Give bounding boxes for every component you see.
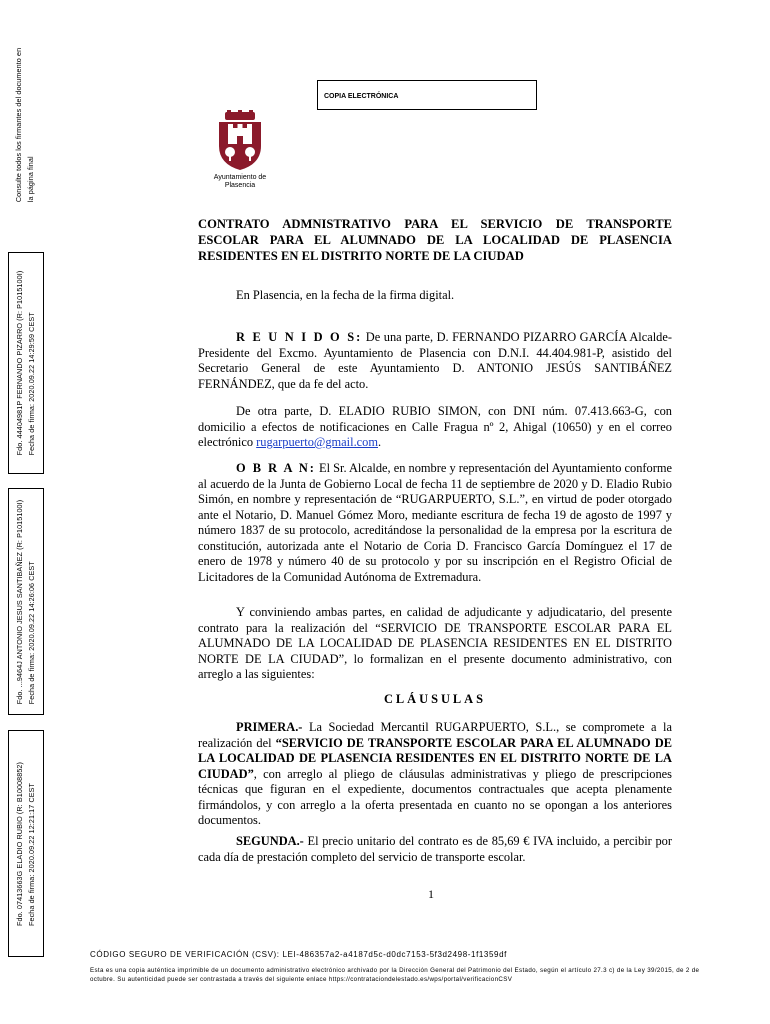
signature-3-date: Fecha de firma: 2020.09.22 12:21:17 CEST xyxy=(27,782,36,926)
clausulas-heading: CLÁUSULAS xyxy=(383,692,487,706)
reunidos-heading: R E U N I D O S: xyxy=(236,330,363,344)
primera-paragraph xyxy=(198,720,672,829)
csv-code: CÓDIGO SEGURO DE VERIFICACIÓN (CSV): LEI-486357a2-a4187d5c-d0dc7153-5f3d2498-1f1359df xyxy=(90,950,507,959)
page-number: 1 xyxy=(428,887,434,901)
logo-text-line2: Plasencia xyxy=(224,182,256,189)
authenticity-note: Esta es una copia auténtica imprimible de un documento administrativo electrónico archivado por la Dirección General del Patrimonio del Estado, según el artículo 27.3 c) de la Ley 39/2015, de 2 de octubre. Su autenticidad puede ser contrastada a través del siguiente enlace https://contrataciondelestado.es/wps/portal/verificacionCSV xyxy=(90,967,700,983)
margin-signature-1 xyxy=(8,252,44,474)
margin-signature-2 xyxy=(8,488,44,715)
signature-2-name: Fdo. ...9464J ANTONIO JESUS SANTIBAÑEZ (R: P1015100I) xyxy=(15,499,24,704)
signature-3-name: Fdo. 07413663G ELADIO RUBIO (R: B10008852) xyxy=(15,761,24,926)
margin-signature-3 xyxy=(8,730,44,957)
primera-service-name: “SERVICIO DE TRANSPORTE ESCOLAR PARA EL ALUMNADO DE LA LOCALIDAD DE PLASENCIA RESIDENTES EN EL DISTRITO NORTE DE LA CIUDAD” xyxy=(198,735,672,781)
segunda-heading: SEGUNDA.- xyxy=(236,834,304,848)
email-link[interactable]: rugarpuerto@gmail.com xyxy=(256,435,378,449)
primera-text-1: La Sociedad Mercantil RUGARPUERTO, S.L., se compromete a la realización del xyxy=(198,720,672,750)
city-logo xyxy=(200,110,280,200)
primera-heading: PRIMERA.- xyxy=(236,720,303,734)
copy-electronic-label: COPIA ELECTRÓNICA xyxy=(317,80,537,110)
place-date: En Plasencia, en la fecha de la firma digital. xyxy=(236,288,455,302)
otra-parte-paragraph xyxy=(198,404,672,451)
conviniendo-paragraph: Y conviniendo ambas partes, en calidad de adjudicante y adjudicatario, del presente contrato para la realización del “SERVICIO DE TRANSPORTE ESCOLAR PARA EL ALUMNADO DE LA LOCALIDAD DE PLASENCIA RESIDENTES EN EL DISTRITO NORTE DE LA CIUDAD”, lo formalizan en el presente documento administrativo, con arreglo a las siguientes: xyxy=(198,605,672,681)
reunidos-text: De una parte, D. FERNANDO PIZARRO GARCÍA Alcalde-Presidente del Excmo. Ayuntamiento de Plasencia con D.N.I. 44.404.981-P, asistido del Secretario General de este Ayuntamiento D. ANTONIO JESÚS SANTIBÁÑEZ FERNÁNDEZ, que da fe del acto. xyxy=(198,330,672,391)
crest-icon xyxy=(213,110,267,172)
margin-consult-line: Consulte todos los firmantes del documento en xyxy=(14,47,23,203)
otra-parte-end: . xyxy=(378,435,382,449)
obran-paragraph xyxy=(198,461,672,585)
contract-title: CONTRATO ADMNISTRATIVO PARA EL SERVICIO DE TRANSPORTE ESCOLAR PARA EL ALUMNADO DE LA LOCALIDAD DE PLASENCIA RESIDENTES EN EL DISTRITO NORTE DE LA CIUDAD xyxy=(198,217,672,263)
logo-text-line1: Ayuntamiento de xyxy=(213,174,267,181)
signature-1-date: Fecha de firma: 2020.09.22 14:29:59 CEST xyxy=(27,312,36,456)
segunda-text: El precio unitario del contrato es de 85,69 € IVA incluido, a percibir por cada día de prestación completo del servicio de transporte escolar. xyxy=(198,834,672,864)
signature-2-date: Fecha de firma: 2020.09.22 14:26:06 CEST xyxy=(27,560,36,704)
signature-1-name: Fdo. 44404981P FERNANDO PIZARRO (R: P1015100I) xyxy=(15,270,24,456)
margin-consult-line: la página final xyxy=(26,156,35,203)
obran-heading: O B R A N: xyxy=(236,461,316,475)
otra-parte-text: De otra parte, D. ELADIO RUBIO SIMON, con DNI núm. 07.413.663-G, con domicilio a efectos de notificaciones en Calle Fragua nº 2, Ahigal (10650) y en el correo electrónico xyxy=(198,404,672,449)
segunda-paragraph xyxy=(198,834,672,865)
primera-text-2: , con arreglo al pliego de cláusulas administrativas y pliego de prescripciones técnicas que figuran en el expediente, documentos contractuales que acepta plenamente firmándolos, y con arreglo a la oferta presentada en cuanto no se opongan a los anteriores documentos. xyxy=(198,766,672,827)
margin-consult-note xyxy=(8,30,42,220)
reunidos-paragraph xyxy=(198,330,672,392)
obran-text: El Sr. Alcalde, en nombre y representación del Ayuntamiento conforme al acuerdo de la Junta de Gobierno Local de fecha 11 de septiembre de 2020 y D. Eladio Rubio Simón, en nombre y representación de “RUGARPUERTO, S.L.”, en virtud de poder otorgado ante el Notario, D. Manuel Gómez Moro, mediante escritura de fecha 19 de agosto de 1997 y número 1837 de su protocolo, acreditándose la personalidad de la empresa por la escritura de constitución, autorizada ante el Notario de Coria D. Francisco García Domínguez el 17 de enero de 1978 y número 40 de su protocolo y por su inscripción en el Registro Oficial de Licitadores de la Comunidad Autónoma de Extremadura. xyxy=(198,461,672,584)
